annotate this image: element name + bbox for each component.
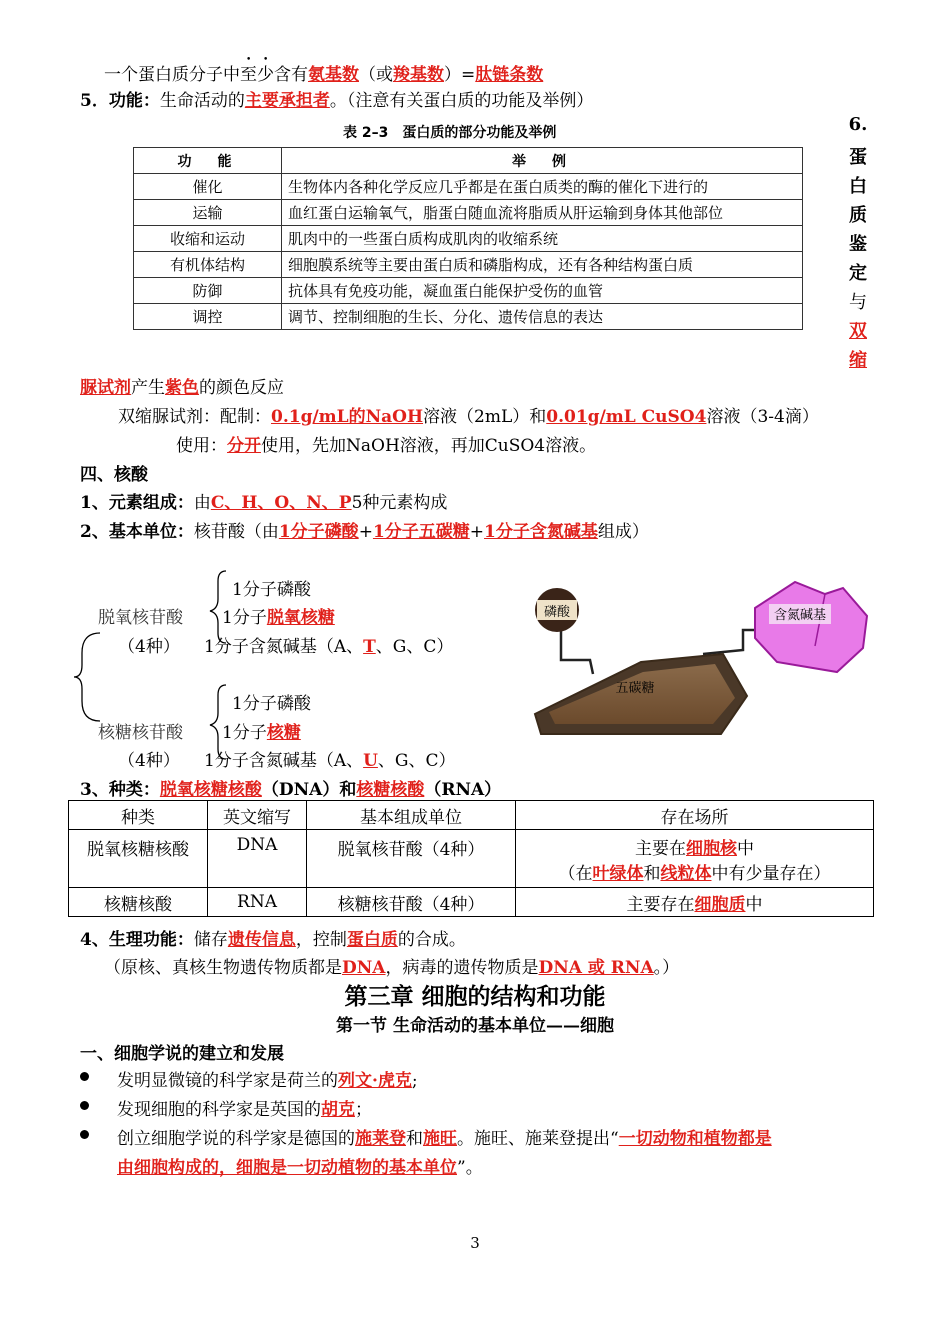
table-header-row: [69, 801, 874, 830]
list-item-continuation: 由细胞构成的，细胞是一切动植物的基本单位”。: [117, 1158, 483, 1178]
bullet-icon: [80, 1072, 89, 1081]
protein-amino-line: 一个蛋白质分子中至少含有氨基数（或羧基数）=肽链条数: [104, 65, 544, 85]
bullet-icon: [80, 1130, 89, 1139]
table-cell: 肌肉中的一些蛋白质构成肌肉的收缩系统: [282, 226, 803, 252]
table-cell: 运输: [134, 200, 282, 226]
ribo-base: 1分子含氮碱基（A、U、G、C）: [204, 751, 456, 771]
table-row: [69, 830, 874, 888]
table-cell: 防御: [134, 278, 282, 304]
deoxy-sugar: 1分子脱氧核糖: [222, 608, 335, 628]
table-cell: DNA: [208, 830, 307, 888]
sugar-label: 五碳糖: [615, 681, 655, 696]
deoxy-phosphate: 1分子磷酸: [232, 580, 311, 600]
section-title: 第一节 生命活动的基本单位——细胞: [336, 1016, 614, 1036]
phosphate-label: 磷酸: [543, 605, 571, 620]
nucleotide-diagram: [525, 568, 880, 738]
elements-line: 1、元素组成：由C、H、O、N、P5种元素构成: [80, 493, 448, 513]
table-row: [134, 226, 803, 252]
table-header: 举 例: [282, 148, 803, 174]
table-cell: 核糖核苷酸（4种）: [307, 888, 516, 917]
table-cell: 脱氧核糖核酸: [69, 830, 208, 888]
ribo-phosphate: 1分子磷酸: [232, 694, 311, 714]
list-item: 发现细胞的科学家是英国的胡克；: [117, 1100, 372, 1120]
table-caption: 表 2–3 蛋白质的部分功能及举例: [343, 125, 557, 141]
table-header: 基本组成单位: [307, 801, 516, 830]
table-cell: 调节、控制细胞的生长、分化、遗传信息的表达: [282, 304, 803, 330]
protein-function-line: 5．功能：生命活动的主要承担者。（注意有关蛋白质的功能及举例）: [80, 91, 594, 111]
chapter-title: 第三章 细胞的结构和功能: [344, 983, 606, 1010]
genetic-material-line: （原核、真核生物遗传物质都是DNA，病毒的遗传物质是DNA 或 RNA。）: [104, 958, 680, 978]
table-header: 种类: [69, 801, 208, 830]
page-number: 3: [470, 1234, 480, 1252]
protein-function-table: [133, 147, 803, 330]
function-line: 4、生理功能：储存遗传信息，控制蛋白质的合成。: [80, 930, 466, 950]
table-header: 功 能: [134, 148, 282, 174]
table-cell: 生物体内各种化学反应几乎都是在蛋白质类的酶的催化下进行的: [282, 174, 803, 200]
deoxy-nucleotide-name: 脱氧核苷酸: [98, 608, 183, 628]
table-cell: 有机体结构: [134, 252, 282, 278]
table-row: [134, 304, 803, 330]
list-item: 创立细胞学说的科学家是德国的施莱登和施旺。施旺、施莱登提出“一切动物和植物都是: [117, 1129, 772, 1149]
table-row: [134, 200, 803, 226]
table-cell: RNA: [208, 888, 307, 917]
table-cell: 抗体具有免疫功能，凝血蛋白能保护受伤的血管: [282, 278, 803, 304]
bullet-icon: [80, 1101, 89, 1110]
ribo-nucleotide-name: 核糖核苷酸: [98, 723, 183, 743]
basic-unit-line: 2、基本单位：核苷酸（由1分子磷酸+1分子五碳糖+1分子含氮碱基组成）: [80, 522, 649, 542]
table-row: [134, 278, 803, 304]
list-item: 发明显微镜的科学家是荷兰的列文·虎克;: [117, 1071, 418, 1091]
table-cell: 细胞膜系统等主要由蛋白质和磷脂构成，还有各种结构蛋白质: [282, 252, 803, 278]
ribo-sugar: 1分子核糖: [222, 723, 301, 743]
table-cell: 收缩和运动: [134, 226, 282, 252]
kinds-line: 3、种类：脱氧核糖核酸（DNA）和核糖核酸（RNA）: [80, 780, 502, 800]
table-header: 英文缩写: [208, 801, 307, 830]
cell-theory-heading: 一、细胞学说的建立和发展: [80, 1044, 284, 1064]
deoxy-count: （4种）: [118, 637, 180, 657]
table-cell: 调控: [134, 304, 282, 330]
table-row: [134, 174, 803, 200]
table-cell: 脱氧核苷酸（4种）: [307, 830, 516, 888]
table-cell: 主要在细胞核中 （在叶绿体和线粒体中有少量存在）: [516, 830, 874, 888]
reagent-usage-line: 使用：分开使用，先加NaOH溶液，再加CuSO4溶液。: [176, 436, 597, 456]
reagent-prep-line: 双缩脲试剂：配制：0.1g/mL的NaOH溶液（2mL）和0.01g/mL CuSO4溶液（3-4滴）: [118, 407, 819, 427]
table-cell: 血红蛋白运输氧气，脂蛋白随血流将脂质从肝运输到身体其他部位: [282, 200, 803, 226]
section-heading: 四、核酸: [80, 465, 148, 485]
table-header-row: [134, 148, 803, 174]
base-label: 含氮碱基: [773, 608, 827, 623]
table-cell: 主要存在细胞质中: [516, 888, 874, 917]
table-header: 存在场所: [516, 801, 874, 830]
deoxy-base: 1分子含氮碱基（A、T、G、C）: [204, 637, 454, 657]
table-cell: 催化: [134, 174, 282, 200]
table-cell: 核糖核酸: [69, 888, 208, 917]
table-row: [134, 252, 803, 278]
ribo-count: （4种）: [118, 751, 180, 771]
table-row: [69, 888, 874, 917]
nucleic-acid-table: [68, 800, 874, 917]
nitrogen-base-shape: [755, 582, 867, 672]
biuret-reaction-line: 脲试剂产生紫色的颜色反应: [80, 378, 284, 398]
